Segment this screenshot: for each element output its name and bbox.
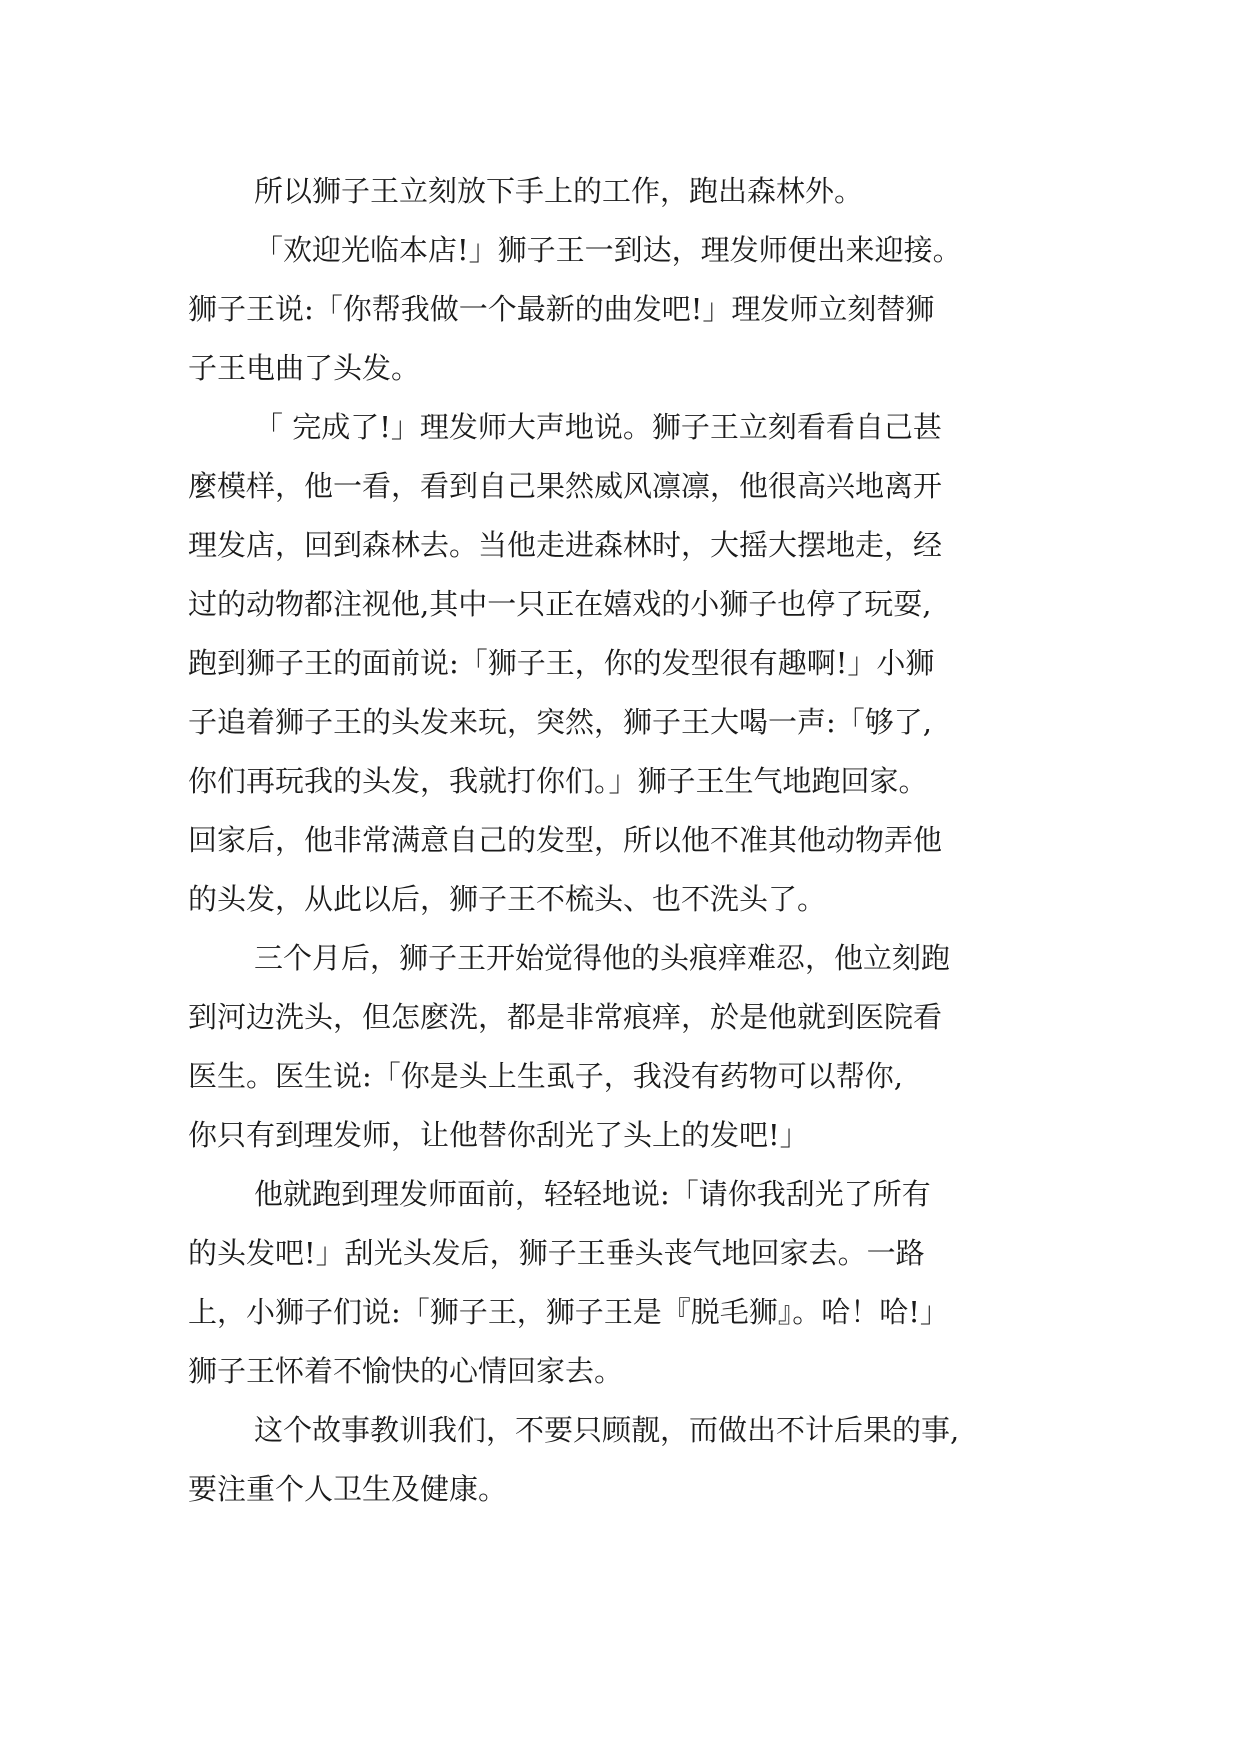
text-line: 麼模样，他一看，看到自己果然威风凛凛，他很高兴地离开 xyxy=(188,469,943,503)
text-line: 的头发，从此以后，狮子王不梳头、也不洗头了。 xyxy=(188,882,827,916)
text-line: 子王电曲了头发。 xyxy=(188,351,421,385)
text-line: 跑到狮子王的面前说:「狮子王，你的发型很有趣啊!」小狮 xyxy=(188,646,935,680)
text-line: 你们再玩我的头发，我就打你们。」狮子王生气地跑回家。 xyxy=(188,764,928,798)
text-line: 理发店，回到森林去。当他走进森林时，大摇大摆地走，经 xyxy=(188,528,943,562)
text-line: 你只有到理发师，让他替你刮光了头上的发吧!」 xyxy=(188,1118,809,1152)
text-line: 的头发吧!」刮光头发后，狮子王垂头丧气地回家去。一路 xyxy=(188,1236,925,1270)
text-line: 过的动物都注视他,其中一只正在嬉戏的小狮子也停了玩耍, xyxy=(188,587,932,621)
text-line: 要注重个人卫生及健康。 xyxy=(188,1472,508,1506)
text-line: 狮子王怀着不愉快的心情回家去。 xyxy=(188,1354,624,1388)
text-line: 回家后，他非常满意自己的发型，所以他不准其他动物弄他 xyxy=(188,823,943,857)
text-line: 所以狮子王立刻放下手上的工作，跑出森林外。 xyxy=(254,174,864,208)
text-line: 「 完成了!」理发师大声地说。狮子王立刻看看自己甚 xyxy=(254,410,942,444)
text-line: 上，小狮子们说:「狮子王，狮子王是『脱毛狮』。哈！哈!」 xyxy=(188,1295,949,1329)
text-line: 「欢迎光临本店!」狮子王一到达，理发师便出来迎接。 xyxy=(254,233,962,267)
text-line: 医生。医生说:「你是头上生虱子，我没有药物可以帮你, xyxy=(188,1059,903,1093)
text-line: 这个故事教训我们，不要只顾靓，而做出不计后果的事, xyxy=(254,1413,960,1447)
text-line: 到河边洗头，但怎麽洗，都是非常痕痒，於是他就到医院看 xyxy=(188,1000,943,1034)
story-text xyxy=(188,162,1068,1519)
text-line: 狮子王说:「你帮我做一个最新的曲发吧!」理发师立刻替狮 xyxy=(188,292,935,326)
text-line: 他就跑到理发师面前，轻轻地说:「请你我刮光了所有 xyxy=(254,1177,931,1211)
text-line: 子追着狮子王的头发来玩，突然，狮子王大喝一声:「够了, xyxy=(188,705,932,739)
text-line: 三个月后，狮子王开始觉得他的头痕痒难忍，他立刻跑 xyxy=(254,941,951,975)
